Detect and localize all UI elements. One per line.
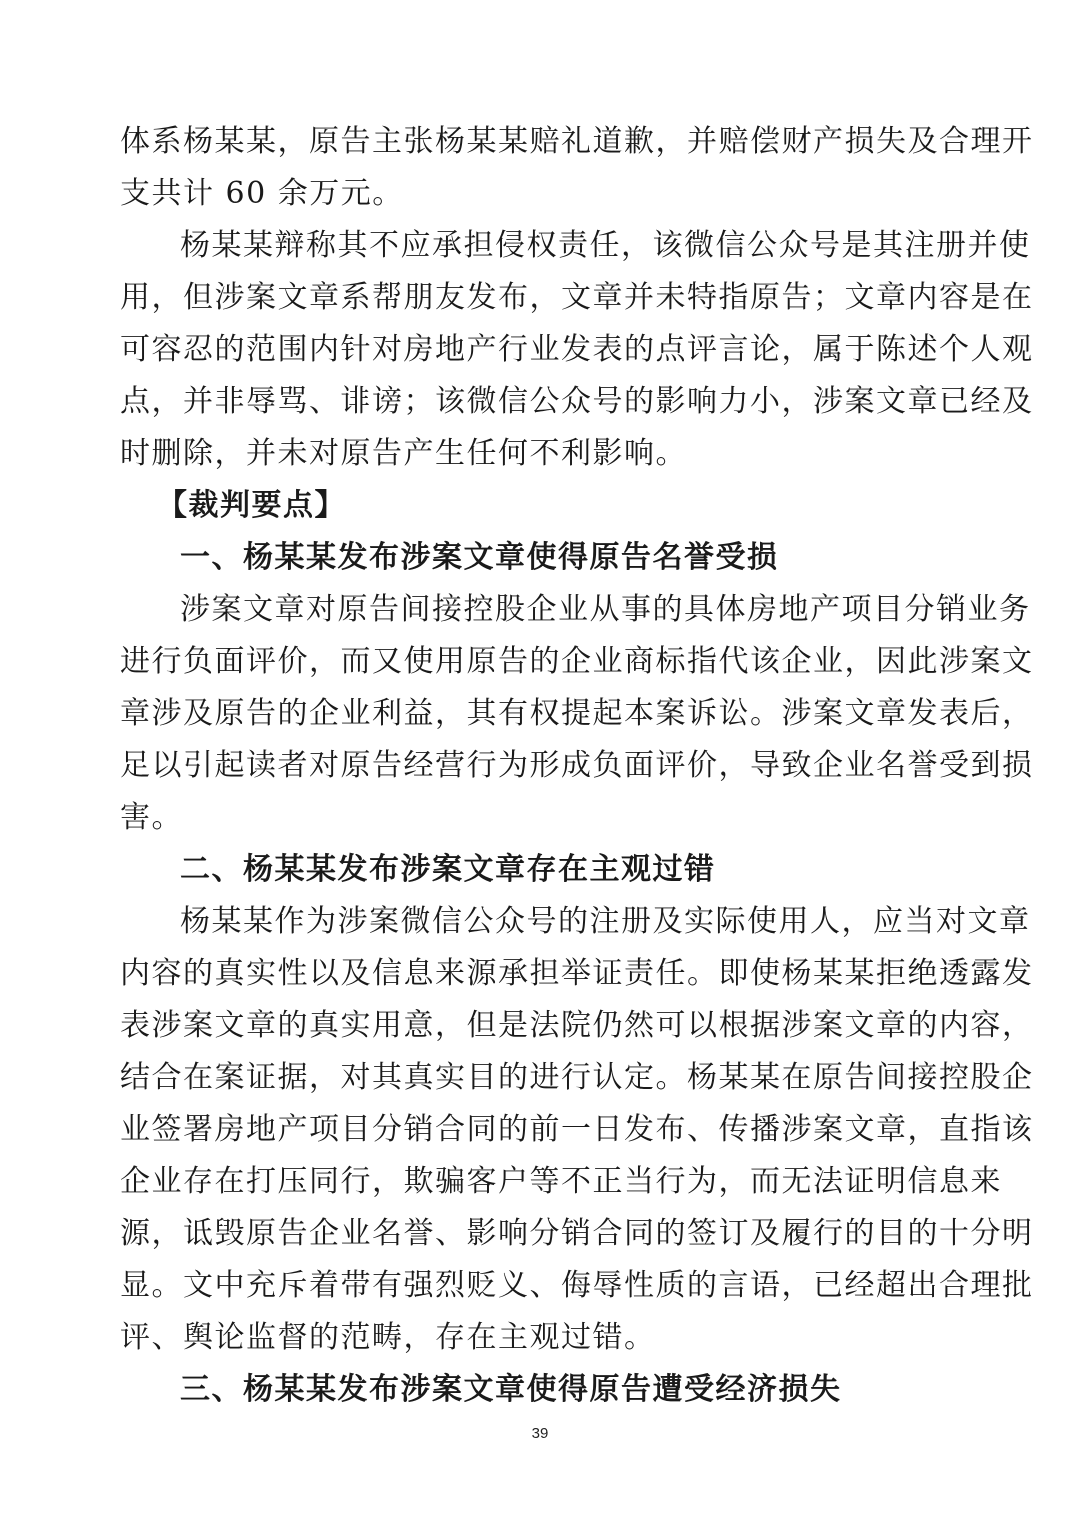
paragraph-line: 点，并非辱骂、诽谤；该微信公众号的影响力小，涉案文章已经及 [120,384,1034,419]
paragraph-line: 进行负面评价，而又使用原告的企业商标指代该企业，因此涉案文 [120,644,1034,679]
paragraph-line: 足以引起读者对原告经营行为形成负面评价，导致企业名誉受到损 [120,748,1034,783]
paragraph-line: 源，诋毁原告企业名誉、影响分销合同的签订及履行的目的十分明 [120,1216,1034,1251]
paragraph-line: 时删除，并未对原告产生任何不利影响。 [120,436,687,471]
page-number: 39 [531,1425,549,1442]
paragraph-line: 用，但涉案文章系帮朋友发布，文章并未特指原告；文章内容是在 [120,280,1034,315]
paragraph-line: 内容的真实性以及信息来源承担举证责任。即使杨某某拒绝透露发 [120,956,1034,991]
paragraph-line: 体系杨某某，原告主张杨某某赔礼道歉，并赔偿财产损失及合理开 [120,124,1034,159]
paragraph-line: 评、舆论监督的范畴，存在主观过错。 [120,1320,656,1355]
paragraph-line: 涉案文章对原告间接控股企业从事的具体房地产项目分销业务 [180,592,1031,627]
section-heading: 【裁判要点】 [157,488,346,523]
paragraph-line: 支共计 60 余万元。 [120,176,404,211]
paragraph-line: 表涉案文章的真实用意，但是法院仍然可以根据涉案文章的内容， [120,1008,1034,1043]
subheading-1: 一、杨某某发布涉案文章使得原告名誉受损 [180,540,779,575]
paragraph-line: 杨某某辩称其不应承担侵权责任，该微信公众号是其注册并使 [180,228,1031,263]
subheading-2: 二、杨某某发布涉案文章存在主观过错 [180,852,716,887]
paragraph-line: 结合在案证据，对其真实目的进行认定。杨某某在原告间接控股企 [120,1060,1034,1095]
paragraph-line: 杨某某作为涉案微信公众号的注册及实际使用人，应当对文章 [180,904,1031,939]
paragraph-line: 企业存在打压同行，欺骗客户等不正当行为，而无法证明信息来 [120,1164,1002,1199]
paragraph-line: 显。文中充斥着带有强烈贬义、侮辱性质的言语，已经超出合理批 [120,1268,1034,1303]
paragraph-line: 害。 [120,800,183,835]
paragraph-line: 可容忍的范围内针对房地产行业发表的点评言论，属于陈述个人观 [120,332,1034,367]
paragraph-line: 业签署房地产项目分销合同的前一日发布、传播涉案文章，直指该 [120,1112,1034,1147]
paragraph-line: 章涉及原告的企业利益，其有权提起本案诉讼。涉案文章发表后， [120,696,1034,731]
subheading-3: 三、杨某某发布涉案文章使得原告遭受经济损失 [180,1372,842,1407]
